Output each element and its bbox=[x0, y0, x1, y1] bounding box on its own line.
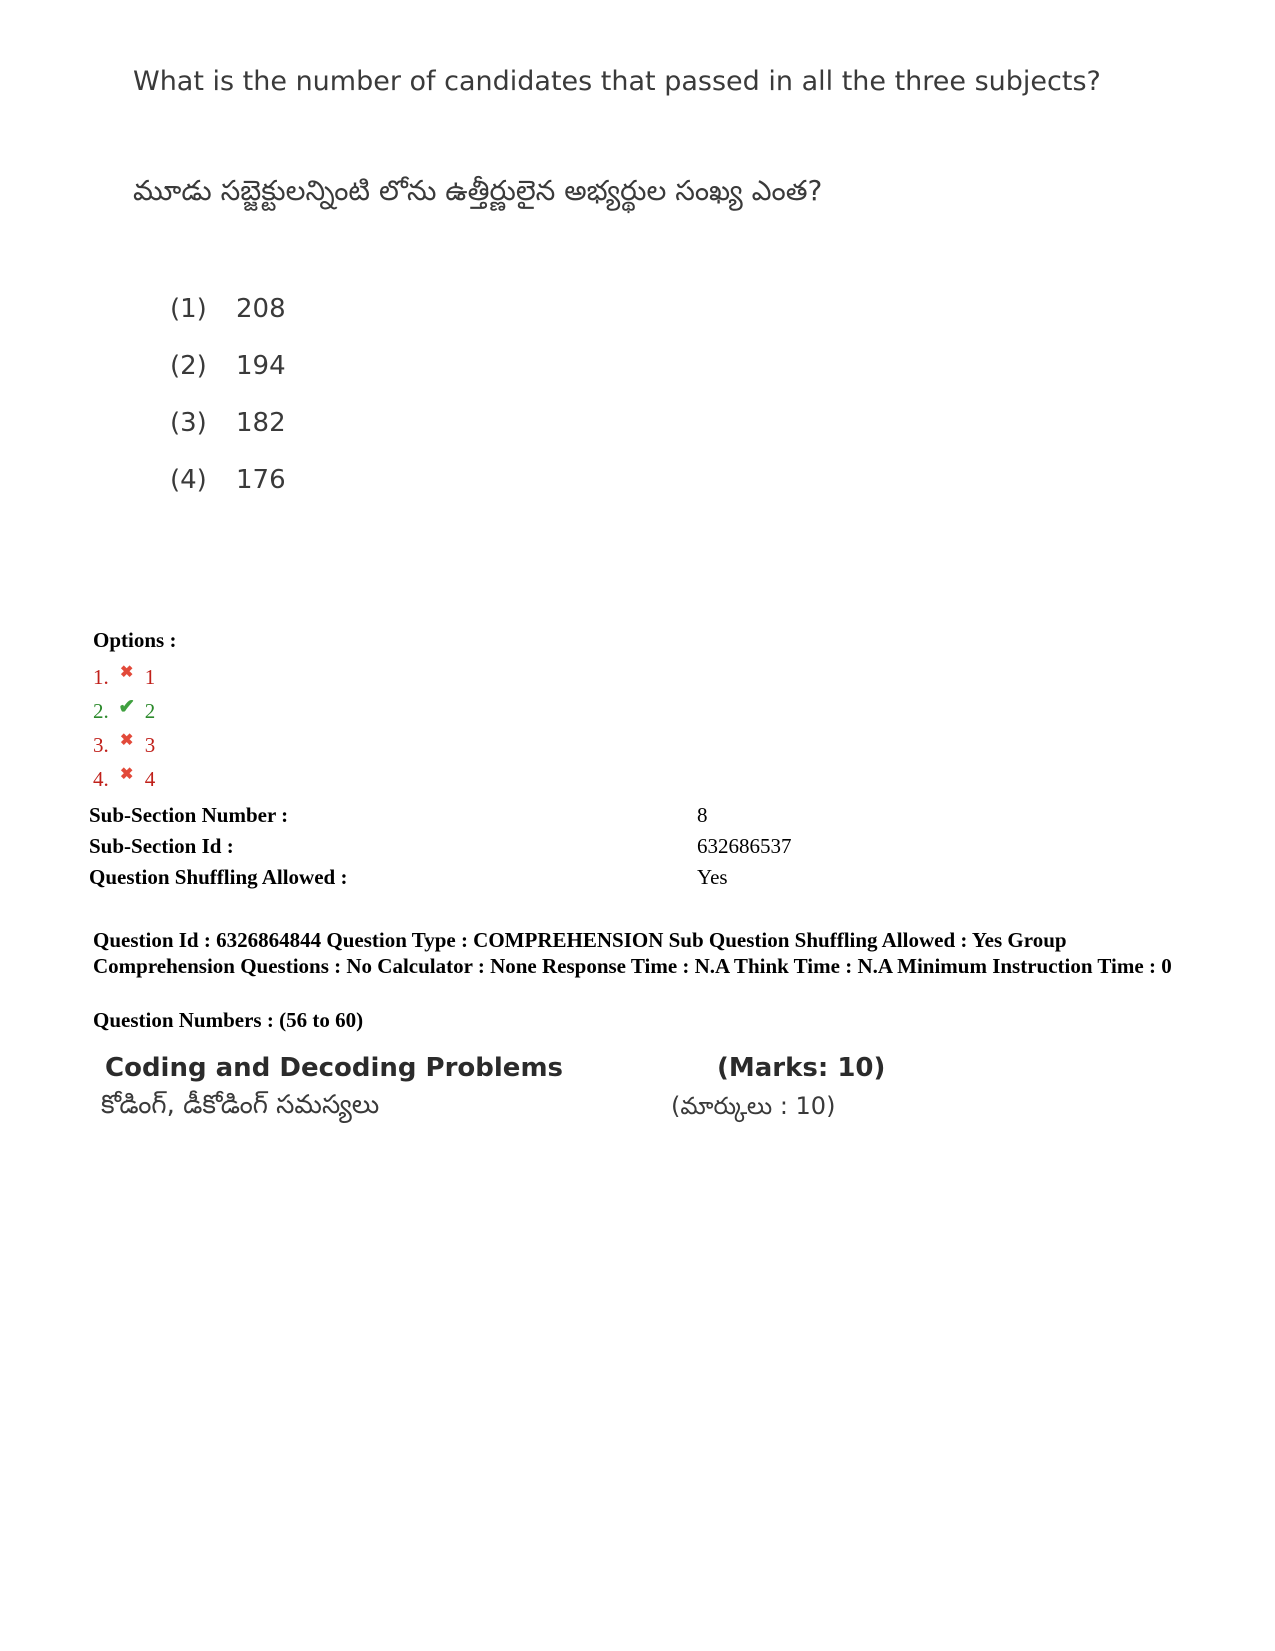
subsection-number-label: Sub-Section Number : bbox=[89, 803, 289, 827]
option-value: 2 bbox=[144, 698, 156, 723]
subsection-id-label: Sub-Section Id : bbox=[89, 834, 234, 858]
cross-icon: ✖ bbox=[120, 664, 134, 681]
answer-choice bbox=[170, 351, 286, 408]
subsection-number-value: 8 bbox=[697, 803, 708, 827]
options-list bbox=[93, 660, 155, 796]
question-text-english: What is the number of candidates that passed in all the three subjects? bbox=[133, 66, 1101, 97]
option-item bbox=[93, 728, 155, 762]
question-text-telugu: మూడు సబ్జెక్టులన్నింటి లోను ఉత్తీర్ణులైన అభ్యర్థుల సంఖ్య ఎంత? bbox=[133, 174, 823, 207]
check-icon: ✔ bbox=[118, 695, 136, 718]
subsection-id-row bbox=[89, 831, 989, 862]
subsection-table bbox=[89, 800, 989, 893]
question-numbers: Question Numbers : (56 to 60) bbox=[93, 1008, 364, 1032]
option-value: 4 bbox=[144, 766, 156, 791]
cross-icon: ✖ bbox=[120, 766, 134, 783]
section-marks-english: (Marks: 10) bbox=[717, 1053, 886, 1083]
question-info: Question Id : 6326864844 Question Type : COMPREHENSION Sub Question Shuffling Allowed : Yes Group Comprehension Questions : No Calculator : None Response Time : N.A Think Time : N.A Minimum Instruction Time : 0 bbox=[93, 928, 1172, 978]
answer-choices bbox=[170, 294, 286, 522]
option-value: 1 bbox=[144, 664, 156, 689]
subsection-id-value: 632686537 bbox=[697, 834, 792, 858]
subsection-number-row bbox=[89, 800, 989, 831]
answer-number: (3) bbox=[170, 408, 207, 438]
answer-number: (1) bbox=[170, 294, 207, 324]
shuffle-label: Question Shuffling Allowed : bbox=[89, 865, 348, 889]
option-index: 4. bbox=[93, 766, 109, 791]
answer-value: 182 bbox=[236, 408, 286, 438]
option-index: 1. bbox=[93, 664, 109, 689]
answer-choice bbox=[170, 408, 286, 465]
section-title-telugu: కోడింగ్, డీకోడింగ్ సమస్యలు bbox=[101, 1090, 380, 1120]
option-item bbox=[93, 694, 155, 728]
shuffle-row bbox=[89, 862, 989, 893]
section-title-english: Coding and Decoding Problems bbox=[105, 1053, 564, 1083]
answer-number: (4) bbox=[170, 465, 207, 495]
section-marks-telugu: (మార్కులు : 10) bbox=[671, 1092, 836, 1120]
answer-value: 176 bbox=[236, 465, 286, 495]
option-item bbox=[93, 762, 155, 796]
cross-icon: ✖ bbox=[120, 732, 134, 749]
answer-value: 194 bbox=[236, 351, 286, 381]
answer-choice bbox=[170, 294, 286, 351]
shuffle-value: Yes bbox=[697, 865, 728, 889]
answer-number: (2) bbox=[170, 351, 207, 381]
options-label: Options : bbox=[93, 628, 177, 652]
option-index: 3. bbox=[93, 732, 109, 757]
answer-value: 208 bbox=[236, 294, 286, 324]
option-index: 2. bbox=[93, 698, 109, 723]
option-value: 3 bbox=[144, 732, 156, 757]
option-item bbox=[93, 660, 155, 694]
answer-choice bbox=[170, 465, 286, 522]
